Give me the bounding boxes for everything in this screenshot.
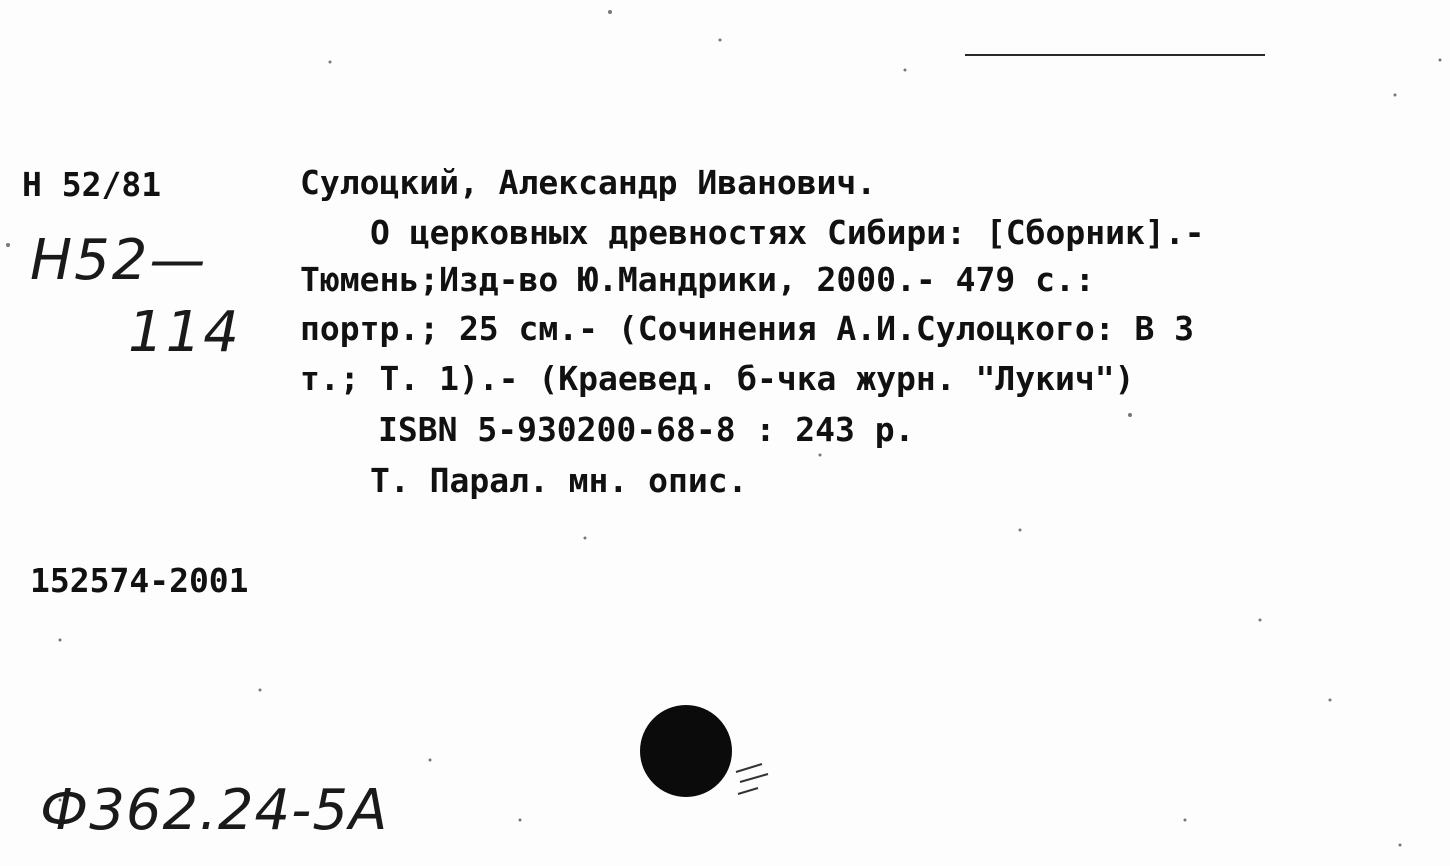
isbn-line: ISBN 5-930200-68-8 : 243 р. — [378, 410, 915, 449]
top-rule — [965, 54, 1265, 56]
call-number: Н 52/81 — [22, 165, 162, 204]
handwritten-shelfmark-line1: Н52— — [30, 228, 208, 293]
publication-line: Тюмень;Изд-во Ю.Мандрики, 2000.- 479 с.: — [300, 260, 1095, 299]
tracing-line: Т. Парал. мн. опис. — [370, 461, 748, 500]
title-line: О церковных древностях Сибири: [Сборник].- — [370, 213, 1205, 252]
series-line: т.; Т. 1).- (Краевед. б-чка журн. "Лукич") — [300, 359, 1135, 398]
punch-hole-debris — [728, 752, 778, 804]
handwritten-shelfmark-line2: 114 — [128, 300, 241, 365]
handwritten-classification: Ф362.24-5А — [40, 778, 389, 843]
punch-hole — [640, 705, 732, 797]
author-heading: Сулоцкий, Александр Иванович. — [300, 163, 877, 202]
physical-description-line: портр.; 25 см.- (Сочинения А.И.Сулоцкого: В 3 — [300, 309, 1195, 348]
accession-number: 152574-2001 — [30, 561, 249, 600]
